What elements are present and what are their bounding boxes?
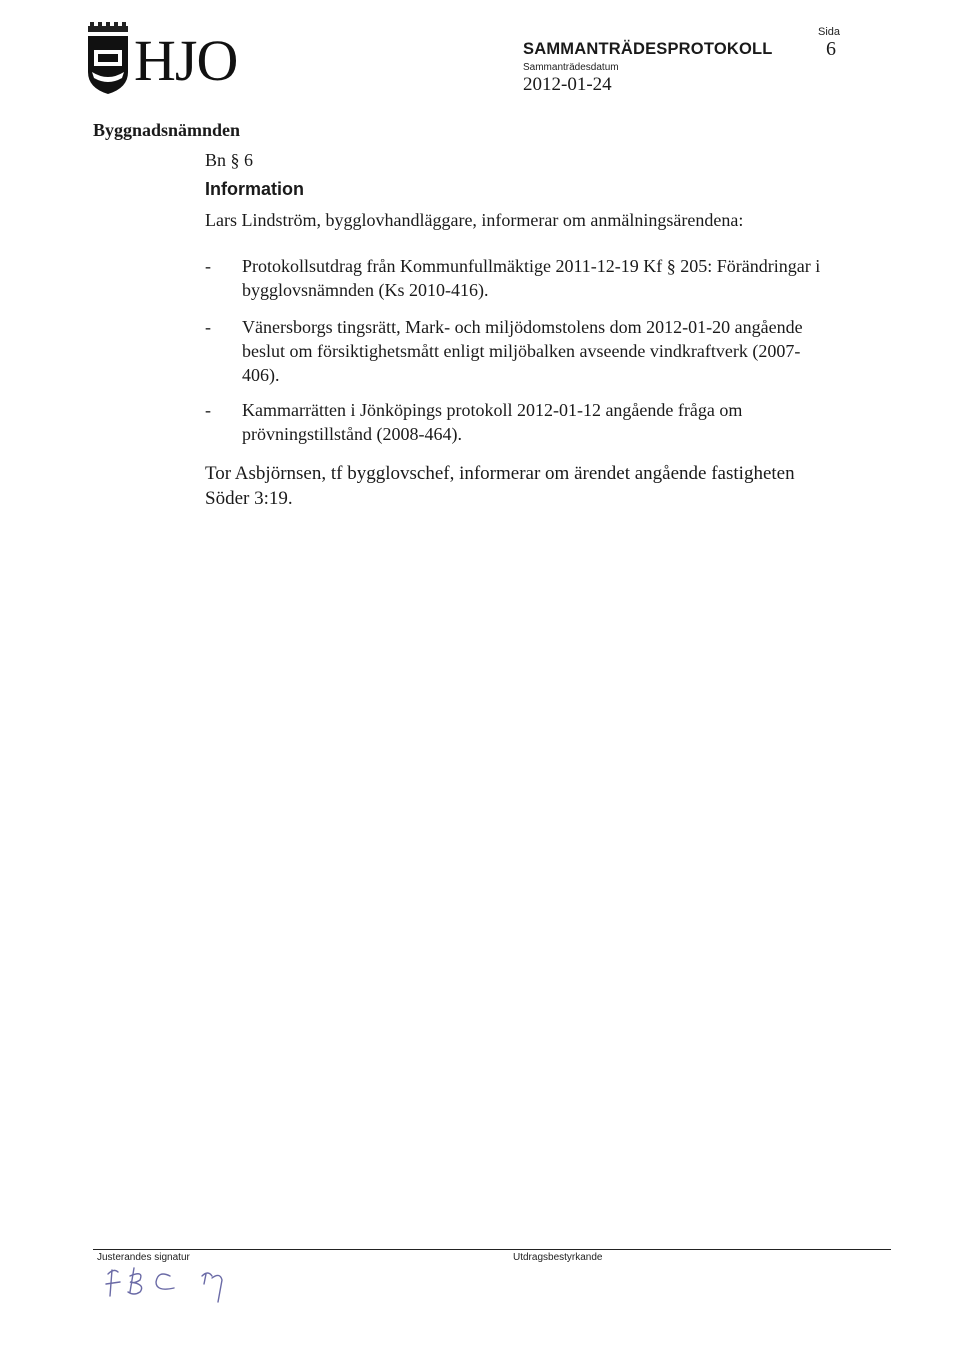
hjo-logo: [84, 22, 254, 102]
date-label: Sammanträdesdatum: [523, 62, 619, 73]
signature-icon: [100, 1262, 240, 1306]
section-heading: Information: [205, 179, 304, 199]
text-line: Söder 3:19.: [205, 488, 293, 509]
footer-divider: [93, 1249, 891, 1250]
extract-label: Utdragsbestyrkande: [513, 1252, 603, 1263]
page-number: 6: [826, 38, 836, 60]
list-dash: -: [205, 256, 211, 276]
text-line: Tor Asbjörnsen, tf bygglovschef, informerar om ärendet angående fastigheten: [205, 463, 795, 484]
committee-name: Byggnadsnämnden: [93, 120, 241, 140]
list-item-text: [242, 398, 832, 446]
intro-text: Lars Lindström, bygglovhandläggare, informerar om anmälningsärendena:: [205, 210, 744, 230]
list-dash: -: [205, 317, 211, 337]
text-line: Protokollsutdrag från Kommunfullmäktige 2011-12-19 Kf § 205: Förändringar i: [242, 256, 821, 276]
page-label: Sida: [818, 26, 841, 38]
handwritten-signature: [100, 1262, 240, 1311]
closing-paragraph: [205, 461, 825, 511]
text-line: 406).: [242, 365, 280, 385]
text-line: Kammarrätten i Jönköpings protokoll 2012-01-12 angående fråga om: [242, 400, 743, 420]
meeting-date: 2012-01-24: [523, 74, 612, 95]
paragraph-reference: Bn § 6: [205, 150, 254, 170]
document-type: SAMMANTRÄDESPROTOKOLL: [523, 40, 773, 58]
ship-emblem-icon: [84, 22, 134, 102]
list-item-text: [242, 254, 832, 302]
logo-text: HJO: [134, 28, 238, 93]
list-item-text: [242, 315, 832, 387]
signature-label: Justerandes signatur: [97, 1252, 190, 1263]
list-dash: -: [205, 400, 211, 420]
text-line: Vänersborgs tingsrätt, Mark- och miljödomstolens dom 2012-01-20 angående: [242, 317, 803, 337]
text-line: prövningstillstånd (2008-464).: [242, 424, 462, 444]
text-line: bygglovsnämnden (Ks 2010-416).: [242, 280, 489, 300]
text-line: beslut om försiktighetsmått enligt miljöbalken avseende vindkraftverk (2007-: [242, 341, 801, 361]
